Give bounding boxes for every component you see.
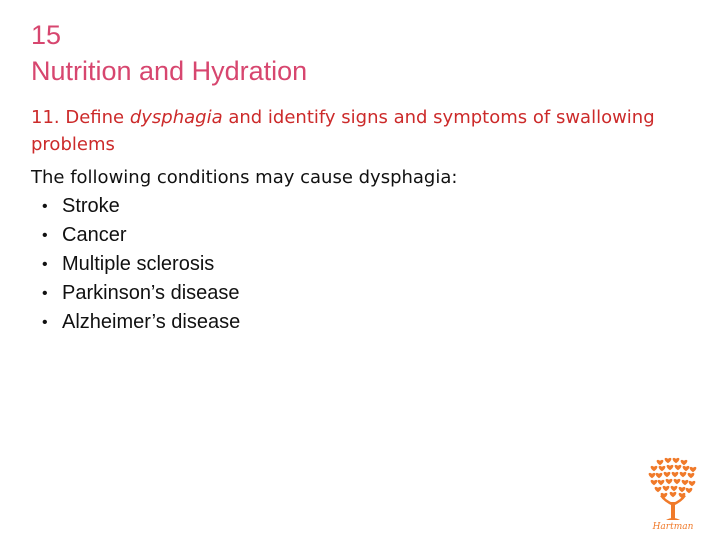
bullet-icon: •: [42, 256, 48, 273]
hartman-logo: [640, 456, 706, 532]
heart-leaf-icon: [655, 487, 662, 492]
heart-leaf-icon: [674, 479, 681, 484]
learning-objective: [31, 104, 671, 158]
bullet-icon: •: [42, 227, 48, 244]
heart-leaf-icon: [681, 460, 688, 465]
chapter-title: Nutrition and Hydration: [31, 56, 308, 86]
heart-leaf-icon: [663, 486, 670, 491]
bullet-icon: •: [42, 198, 48, 215]
heart-leaf-icon: [659, 466, 666, 471]
condition-label: Parkinson’s disease: [62, 282, 240, 304]
heart-leaf-icon: [675, 465, 682, 470]
heart-leaf-icon: [683, 466, 690, 471]
bullet-icon: •: [42, 314, 48, 331]
list-item: [40, 308, 240, 337]
heart-leaf-icon: [670, 492, 677, 497]
condition-label: Stroke: [62, 195, 120, 217]
list-item: [40, 192, 240, 221]
condition-label: Cancer: [62, 224, 127, 246]
heart-leaf-icon: [682, 480, 689, 485]
heart-leaf-icon: [688, 473, 695, 478]
conditions-list: [40, 192, 240, 337]
heart-leaf-icon: [690, 467, 697, 472]
heart-leaf-icon: [689, 481, 696, 486]
condition-label: Alzheimer’s disease: [62, 311, 241, 333]
heart-leaf-icon: [679, 487, 686, 492]
heart-leaf-icon: [664, 472, 671, 477]
heart-leaf-icon: [673, 458, 680, 463]
chapter-number: 15: [31, 20, 62, 50]
heart-leaf-icon: [667, 465, 674, 470]
heart-leaf-icon: [666, 479, 673, 484]
heart-leaf-icon: [649, 473, 656, 478]
heart-leaf-icon: [672, 472, 679, 477]
heart-leaf-icon: [651, 466, 658, 471]
objective-term: dysphagia: [129, 107, 223, 128]
conditions-intro: The following conditions may cause dysphagia:: [31, 167, 458, 188]
condition-label: Multiple sclerosis: [62, 253, 215, 275]
bullet-icon: •: [42, 285, 48, 302]
list-item: [40, 250, 240, 279]
heart-leaf-icon: [686, 488, 693, 493]
heart-leaf-icon: [671, 486, 678, 491]
heart-leaf-icon: [665, 458, 672, 463]
heart-leaf-icon: [656, 473, 663, 478]
list-item: [40, 279, 240, 308]
logo-wordmark: Hartman: [652, 522, 694, 532]
objective-prefix: 11. Define: [31, 107, 130, 128]
heart-leaf-icon: [658, 480, 665, 485]
heart-leaf-icon: [657, 460, 664, 465]
objective-suffix: and identify signs and symptoms of swallowing problems: [31, 107, 655, 155]
list-item: [40, 221, 240, 250]
heart-tree-icon: [640, 456, 706, 532]
heart-leaf-icon: [680, 472, 687, 477]
heart-leaf-icon: [651, 480, 658, 485]
